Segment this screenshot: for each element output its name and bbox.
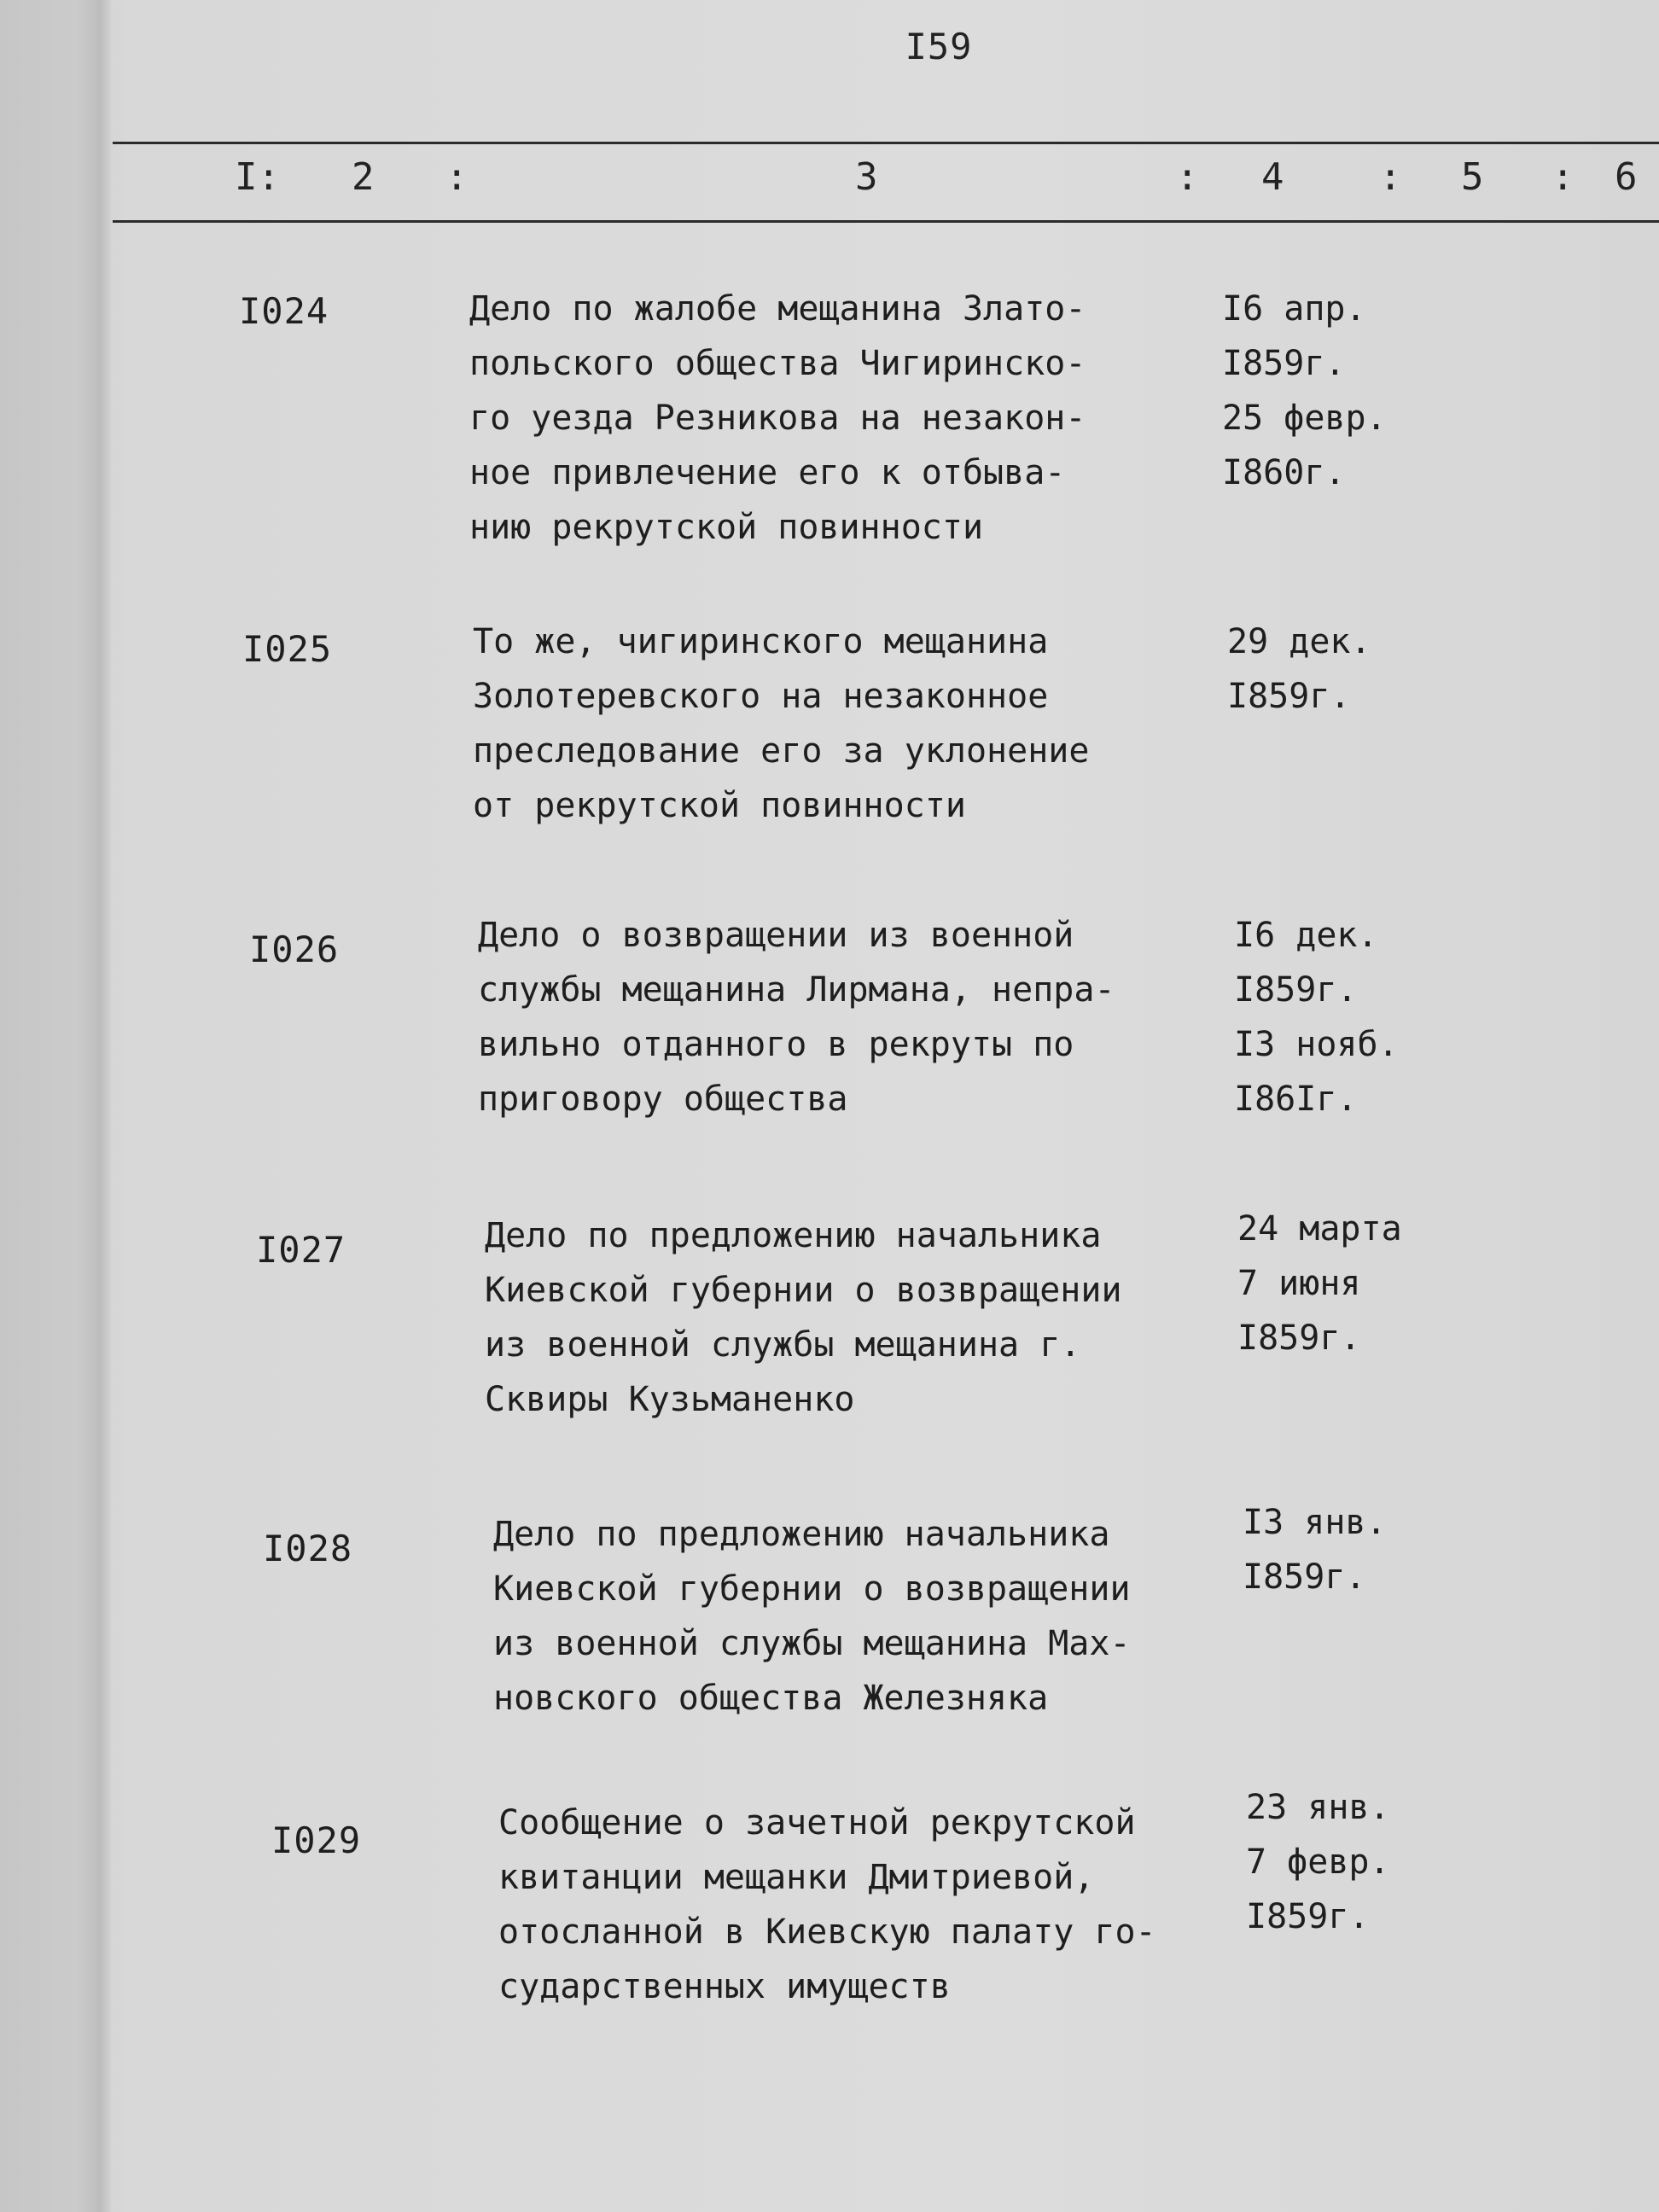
entry-number: I024 xyxy=(239,290,329,332)
entry-dates xyxy=(1227,614,1371,724)
description-line: преследование его за уклонение xyxy=(473,731,1090,771)
date-line: I859г. xyxy=(1227,677,1351,716)
description-line: Киевской губернии о возвращении xyxy=(493,1569,1131,1609)
description-line: нию рекрутской повинности xyxy=(469,508,984,547)
entry-number: I027 xyxy=(256,1229,346,1271)
date-line: I859г. xyxy=(1246,1897,1370,1936)
header-bottom-rule xyxy=(113,220,1659,223)
entry-description xyxy=(473,614,1089,833)
column-header-5: 5 xyxy=(1461,155,1484,199)
description-line: службы мещанина Лирмана, непра- xyxy=(478,970,1115,1010)
column-header-1: I: xyxy=(235,155,280,199)
date-line: I859г. xyxy=(1243,1557,1366,1597)
entry-number: I025 xyxy=(242,628,333,670)
column-separator: : xyxy=(1176,155,1199,199)
date-line: I3 янв. xyxy=(1243,1503,1387,1542)
description-line: вильно отданного в рекруты по xyxy=(478,1025,1074,1064)
date-line: I859г. xyxy=(1237,1318,1361,1358)
description-line: То же, чигиринского мещанина xyxy=(473,622,1049,661)
description-line: Сквиры Кузьманенко xyxy=(485,1380,855,1419)
description-line: ное привлечение его к отбыва- xyxy=(469,453,1066,492)
date-line: I860г. xyxy=(1222,453,1346,492)
date-line: I3 нояб. xyxy=(1234,1025,1399,1064)
entry-number: I028 xyxy=(263,1528,353,1569)
date-line: 29 дек. xyxy=(1227,622,1371,661)
header-top-rule xyxy=(113,142,1659,144)
entry-dates xyxy=(1243,1495,1387,1604)
entry-number: I026 xyxy=(249,928,340,970)
date-line: I86Iг. xyxy=(1234,1080,1358,1119)
date-line: I859г. xyxy=(1234,970,1358,1010)
column-separator: : xyxy=(445,155,469,199)
entry-description xyxy=(485,1208,1122,1427)
date-line: 7 февр. xyxy=(1246,1842,1390,1882)
date-line: 23 янв. xyxy=(1246,1788,1390,1827)
date-line: 24 марта xyxy=(1237,1209,1402,1249)
date-line: 7 июня xyxy=(1237,1264,1361,1303)
description-line: Дело о возвращении из военной xyxy=(478,916,1074,955)
entry-description xyxy=(493,1507,1131,1726)
date-line: I859г. xyxy=(1222,344,1346,383)
entry-description xyxy=(478,908,1115,1126)
page-number: I59 xyxy=(905,26,973,67)
description-line: квитанции мещанки Дмитриевой, xyxy=(498,1858,1095,1897)
entry-description xyxy=(469,282,1086,555)
column-separator: : xyxy=(1379,155,1402,199)
description-line: из военной службы мещанина г. xyxy=(485,1325,1081,1365)
description-line: от рекрутской повинности xyxy=(473,786,966,825)
entry-dates xyxy=(1234,908,1399,1126)
description-line: Золотеревского на незаконное xyxy=(473,677,1049,716)
description-line: Дело по жалобе мещанина Злато- xyxy=(469,289,1086,329)
entry-dates xyxy=(1246,1780,1390,1944)
description-line: из военной службы мещанина Мах- xyxy=(493,1624,1131,1663)
entry-number: I029 xyxy=(271,1819,362,1861)
description-line: новского общества Железняка xyxy=(493,1679,1049,1718)
column-header-2: 2 xyxy=(352,155,375,199)
description-line: сударственных имуществ xyxy=(498,1967,951,2006)
entry-dates xyxy=(1237,1202,1402,1365)
date-line: I6 дек. xyxy=(1234,916,1378,955)
description-line: го уезда Резникова на незакон- xyxy=(469,399,1086,438)
date-line: I6 апр. xyxy=(1222,289,1366,329)
entry-dates xyxy=(1222,282,1387,500)
description-line: Дело по предложению начальника xyxy=(485,1216,1102,1255)
description-line: Дело по предложению начальника xyxy=(493,1515,1110,1554)
description-line: Киевской губернии о возвращении xyxy=(485,1271,1122,1310)
column-header-6: 6 xyxy=(1615,155,1638,199)
description-line: приговору общества xyxy=(478,1080,848,1119)
description-line: Сообщение о зачетной рекрутской xyxy=(498,1803,1136,1842)
column-header-3: 3 xyxy=(855,155,878,199)
column-separator: : xyxy=(1551,155,1575,199)
date-line: 25 февр. xyxy=(1222,399,1387,438)
description-line: польского общества Чигиринско- xyxy=(469,344,1086,383)
entry-description xyxy=(498,1796,1156,2014)
page-binding-edge xyxy=(0,0,111,2212)
column-header-4: 4 xyxy=(1261,155,1284,199)
description-line: отосланной в Киевскую палату го- xyxy=(498,1912,1156,1952)
